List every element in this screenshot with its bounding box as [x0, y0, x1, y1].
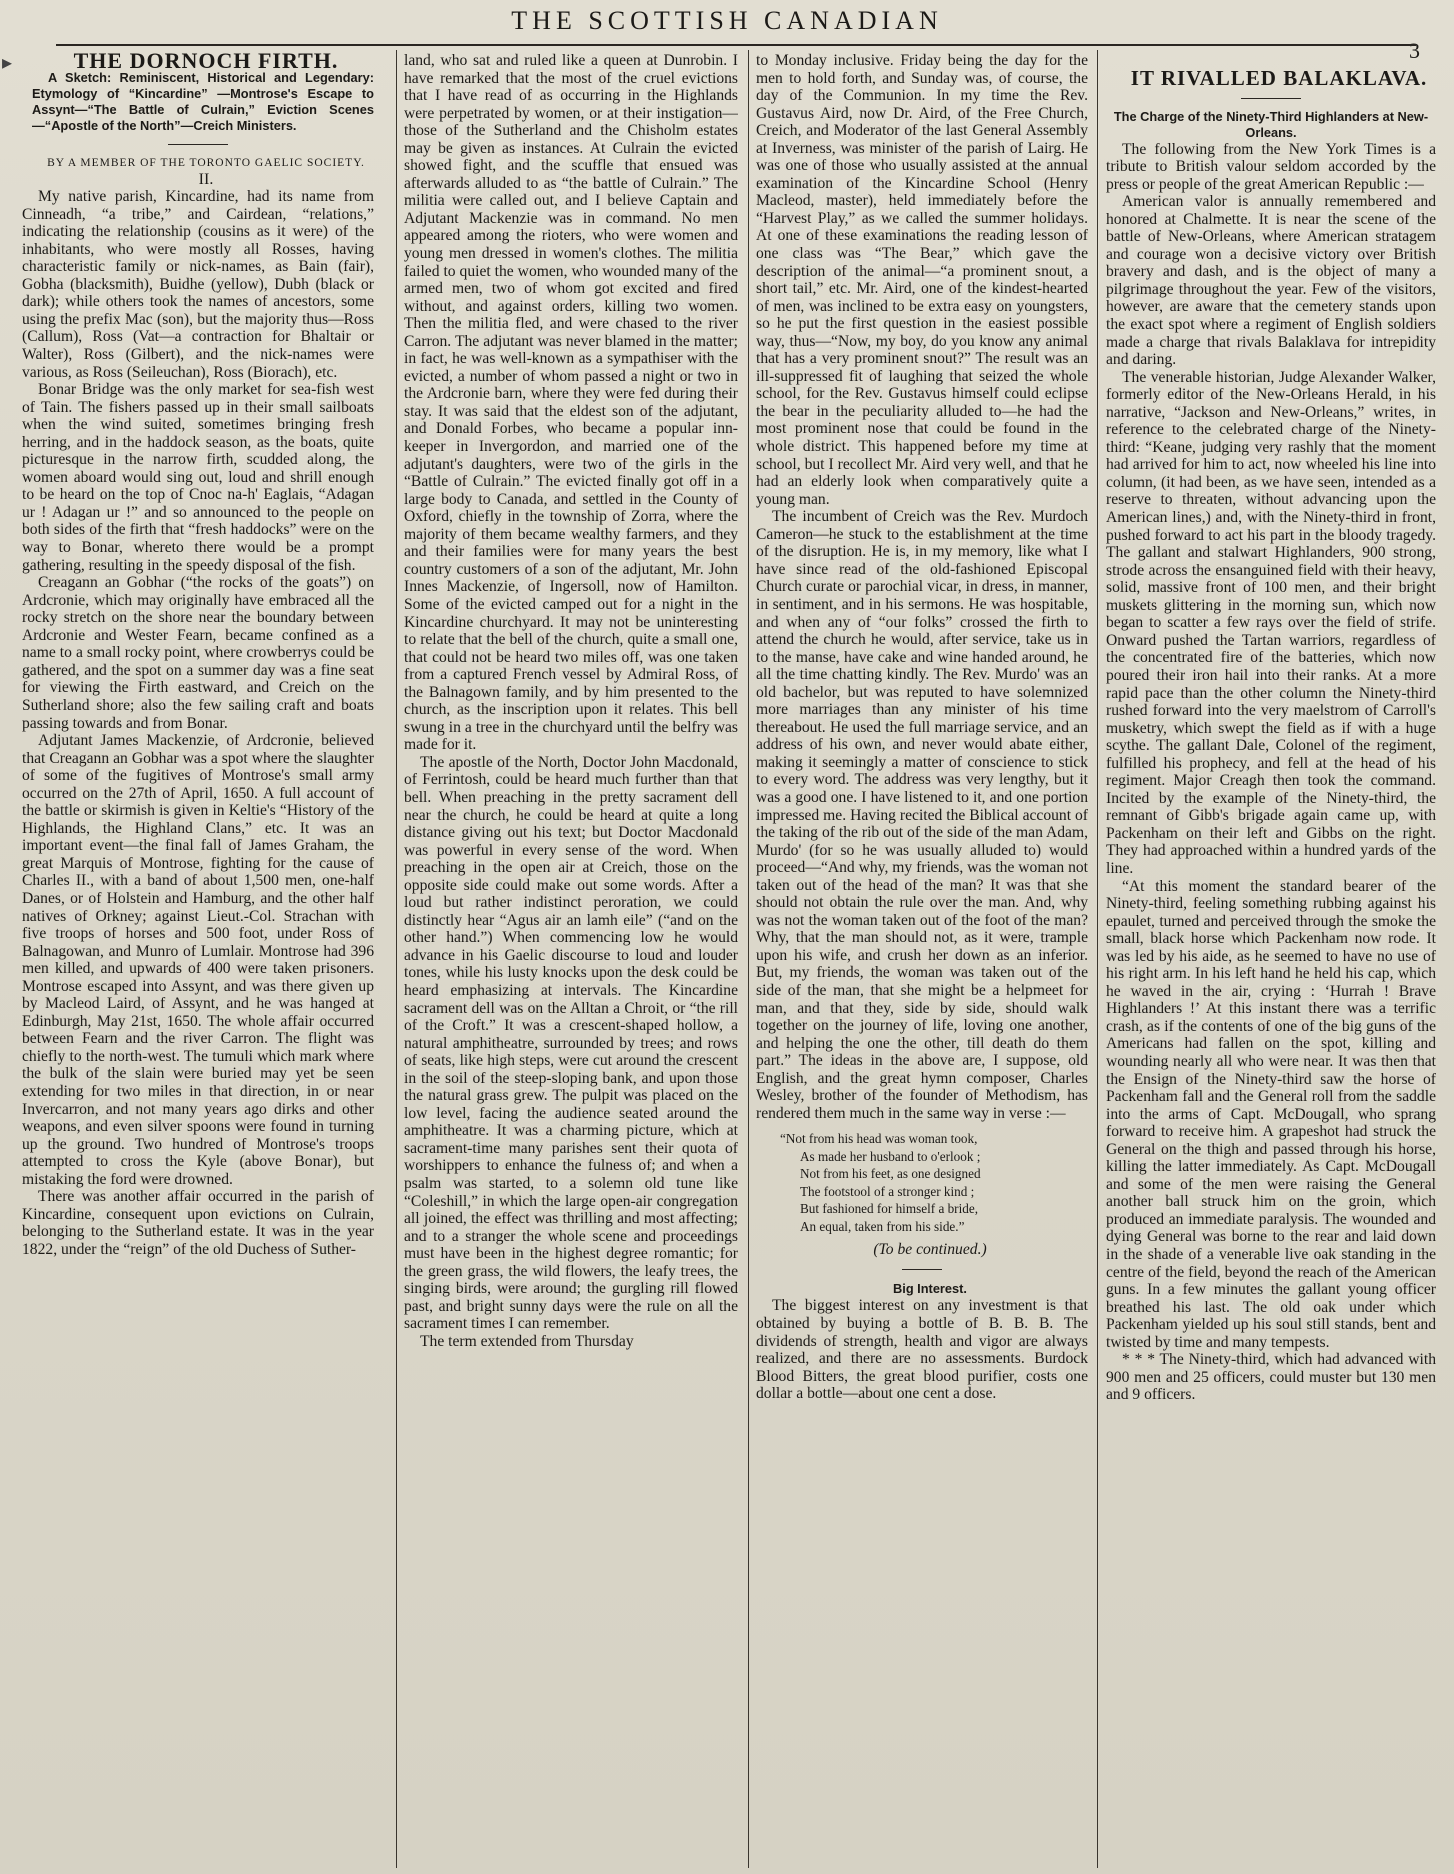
paragraph: The venerable historian, Judge Alexander Walker, formerly editor of the New-Orleans Herald, in his narrative, “Jackson and New-Orleans,” writes, in reference to the celebrated charge of the Ninety-third: “Keane, judging very rashly that the moment had arrived for him to act, now wheeled his line into column, (it had been, as we have seen, intended as a reserve to threaten, without advancing upon the American lines,) and, with the Ninety-third in front, pushed forward to act his part in the bloody tragedy. The gallant and stalwart Highlanders, 900 strong, strode across the ensanguined field with their heavy, solid, massive front of 100 men, and their bright muskets glittering in the morning sun, which now began to scatter a few rays over the field of strife. Onward pushed the Tartan warriors, regardless of the concentrated fire of the batteries, which now poured their iron hail into their ranks. At a more rapid pace than the other column the Ninety-third rushed forward into the very maelstrom of Carroll's musketry, which swept the field as if with a huge scythe. The gallant Dale, Colonel of the regiment, fulfilled his prophecy, and fell at the head of his regiment. Major Creagh then took the command. Incited by the example of the Ninety-third, the remnant of Gibb's brigade again came up, with Packenham on their left and Gibbs on the right. They had approached within a hundred yards of the line.	[1106, 368, 1436, 877]
paragraph: Creagann an Gobhar (“the rocks of the goats”) on Ardcronie, which may originally have embraced all the rocky stretch on the shore near the boundary between Ardcronie and Wester Fearn, became confined as a name to a small rocky point, where crowberrys could be gathered, and the spot on a summer day was a fine seat for viewing the Firth eastward, and Creich on the Sutherland shore; also the few sailing craft and boats passing towards and from Bonar.	[22, 574, 374, 732]
paragraph: The term extended from Thursday	[420, 1332, 634, 1350]
divider	[1241, 98, 1301, 99]
paragraph: to Monday inclusive. Friday being the day for the men to hold forth, and Sunday was, of course, the day of the Communion. In my time the Rev. Gustavus Aird, now Dr. Aird, of the Free Church, Creich, and Moderator of the last General Assembly at Inverness, was minister of the parish of Lairg. He was one of those who usually assisted at the annual examination of the Kincardine School (Henry Macleod, master), held immediately before the “Harvest Play,” as we called the summer holidays. At one of these examinations the reading lesson of one class was “The Bear,” which gave the description of the animal—“a prominent snout, a short tail,” etc. Mr. Aird, one of the kindest-hearted of men, was inclined to be extra easy on youngsters, so he put the first question in the easiest possible way, thus—“Now, my boy, do you know any animal that has a very prominent snout?” The result was an ill-suppressed fit of laughing that seized the whole school, for the Rev. Gustavus himself could eclipse the bear in the peculiarity alluded to—he had the most prominent nose that could be found in the whole district. This happened before my time at school, but I recollect Mr. Aird very well, and that he had an elderly look when comparatively quite a young man.	[756, 52, 1088, 508]
column-rule	[396, 50, 397, 1868]
page-number: 3	[1409, 38, 1420, 63]
divider	[168, 144, 228, 145]
article-headline: THE DORNOCH FIRTH.	[73, 52, 339, 73]
poem-line: But fashioned for himself a bride,	[800, 1201, 978, 1217]
paragraph: The apostle of the North, Doctor John Macdonald, of Ferrintosh, could be heard much further than that bell. When preaching in the pretty sacrament dell near the church, he could be heard at quite a long distance giving out his text; but Doctor Macdonald was powerful in every sense of the word. When preaching in the open air at Creich, those on the opposite side could make out some words. After a loud but rather indistinct peroration, we could distinctly hear “Agus air an lamh eile” (“and on the other hand.”) When commencing low he would advance in his Gaelic discourse to loud and louder tones, while his lusty knocks upon the desk could be heard emphasizing at intervals. The Kincardine sacrament dell was on the Alltan a Chroit, or “the rill of the Croft.” It was a crescent-shaped hollow, a natural amphitheatre, surrounded by trees; and rows of seats, like high steps, were cut around the crescent in the soil of the steep-sloping bank, and upon those the natural grass grew. The pulpit was placed on the low level, facing the audience seated around the amphitheatre. It was a charming picture, which at sacrament-time many parishes sent their quota of worshippers to enhance the fulness of; and when a psalm was started, to a solemn old tune like “Coleshill,” in which the large open-air congregation all joined, the effect was thrilling and most affecting; and to a stranger the whole scene and proceedings must have been in the highest degree romantic; for the green grass, the wild flowers, the leafy trees, the singing birds, were around; the gurgling rill flowed past, and bright sunny days were the rule on all the sacrament times I can remember.	[404, 753, 738, 1333]
paragraph: The biggest interest on any investment is that obtained by buying a bottle of B. B. B. The dividends of strength, health and vigor are always realized, and there are no assessments. Burdock Blood Bitters, the great blood purifier, costs one dollar a bottle—about one cent a dose.	[756, 1297, 1088, 1403]
continued-note: (To be continued.)	[873, 1241, 987, 1259]
masthead: THE SCOTTISH CANADIAN	[511, 6, 943, 35]
poem-line: The footstool of a stronger kind ;	[800, 1183, 975, 1199]
binding-mark-icon: ▸	[2, 50, 13, 74]
poem-line: As made her husband to o'erlook ;	[800, 1148, 981, 1164]
poem-line: An equal, taken from his side.”	[800, 1218, 965, 1234]
article-deck: The Charge of the Ninety-Third Highlanders at New-Orleans.	[1113, 108, 1429, 140]
article-headline: IT RIVALLED BALAKLAVA.	[1130, 66, 1428, 90]
paragraph: American valor is annually remembered and honored at Chalmette. It is near the scene of the battle of New-Orleans, where American stratagem and courage won a decisive victory over British bravery and dash, and is the object of many a pilgrimage throughout the year. Few of the visitors, however, are aware that the cemetery stands upon the exact spot where a regiment of English soldiers made a charge that rivals Balaklava for intrepidity and daring.	[1106, 193, 1436, 369]
paragraph: The following from the New York Times is a tribute to British valour seldom accorded by the press or people of the great American Republic :—	[1106, 140, 1436, 193]
masthead-rule	[56, 44, 1416, 46]
divider	[902, 1269, 942, 1270]
column-rule	[748, 50, 749, 1868]
column-1	[22, 52, 374, 1872]
poem-line: Not from his feet, as one designed	[800, 1166, 981, 1182]
paragraph: The incumbent of Creich was the Rev. Murdoch Cameron—he stuck to the establishment at the time of the disruption. He is, in my memory, like what I have since read of the old-fashioned Episcopal Church curate or parochial vicar, in dress, in manner, in sentiment, and in his sermons. He was hospitable, and when any of “our folks” crossed the firth to attend the church he would, after service, take us in to the manse, have cake and wine handed around, he all the time chatting kindly. The Rev. Murdo' was an old bachelor, but was reputed to have solemnized more marriages than any minister of his time thereabout. He used the full marriage service, and an address of his own, and never would abate either, making it seemingly a matter of conscience to stick to every word. The address was very lengthy, but it was a good one. I have listened to it, and one portion impressed me. Having recited the Biblical account of the taking of the rib out of the side of the man Adam, Murdo' (for so he was usually alluded to) would proceed—“And why, my friends, was the woman not taken out of the head of the man? It was that she should not obtain the rule over the man. And, why was not the woman taken out of the foot of the man? Why, that the man should not, as it were, trample upon his wife, and crush her down as an inferior. But, my friends, the woman was taken out of the side of the man, that she might be a helpmeet for man, and that they, side by side, should walk together on the journey of life, loving one another, and helping the one the other, till death do them part.” The ideas in the above are, I suppose, old English, and the great hymn composer, Charles Wesley, brother of the founder of Methodism, has rendered them much in the same way in verse :—	[756, 508, 1088, 1122]
paragraph: Adjutant James Mackenzie, of Ardcronie, believed that Creagann an Gobhar was a spot where the slaughter of some of the fugitives of Montrose's small army occurred on the 27th of April, 1650. A full account of the battle or skirmish is given in Keltie's “History of the Highlands, the Highland Clans,” etc. It was an important event—the final fall of James Graham, the great Marquis of Montrose, fighting for the cause of Charles II., with a band of about 1,500 men, one-half Danes, or of Holstein and Hamburg, and the other half natives of Orkney; against Lieut.-Col. Strachan with five troops of horses and 500 foot, under Ross of Balnagowan, and Munro of Lumlair. Montrose had 396 men killed, and upwards of 400 were taken prisoners. Montrose escaped into Assynt, and was there given up by Macleod Laird, of Assynt, and he was hanged at Edinburgh, May 21st, 1650. The whole affair occurred between Fearn and the river Carron. The flight was chiefly to the north-west. The tumuli which mark where the bulk of the slain were buried may yet be seen extending for two miles in that direction, in or near Invercarron, and not many years ago dirks and other weapons, and even silver spoons were found in turning up the ground. Two hundred of Montrose's troops attempted to cross the Kyle (above Bonar), but mistaking the ford were drowned.	[22, 732, 374, 1188]
column-4	[1106, 52, 1436, 1872]
paragraph: There was another affair occurred in the parish of Kincardine, consequent upon evictions on Culrain, belonging to the Sutherland estate. It was in the year 1822, under the “reign” of the old Duchess of Suther-	[22, 1188, 374, 1258]
part-number: II.	[198, 170, 214, 188]
paragraph: Bonar Bridge was the only market for sea-fish west of Tain. The fishers passed up in their small sailboats when the wind suited, sometimes bringing fresh herring, and in the haddock season, as the boats, quite picturesque in the narrow firth, scudded along, the women aboard would sing out, loud and shrill enough to be heard on the top of Cnoc na-h' Eaglais, “Adagan ur ! Adagan ur !” and so announced to the people on both sides of the firth that “fresh haddocks” were on the way to Bonar, whereto there would be a prompt gathering, resulting in the speedy disposal of the fish.	[22, 381, 374, 574]
paragraph: “At this moment the standard bearer of the Ninety-third, feeling something rubbing against his epaulet, turned and perceived through the smoke the small, black horse which Packenham now rode. It was led by his aide, as he seemed to have no use of his right arm. In his left hand he held his cap, which he waved in the air, crying : ‘Hurrah ! Brave Highlanders !’ At this instant there was a terrific crash, as if the contents of one of the big guns of the Americans had fallen on the spot, killing and wounding nearly all who were near. It was then that the Ensign of the Ninety-third saw the horse of Packenham fall and the General roll from the saddle into the arms of Capt. McDougall, who sprang forward to receive him. A grapeshot had struck the General on the thigh and passed through his horse, killing the latter immediately. As Capt. McDougall and some of the men were raising the General another ball struck him on the groin, which produced an immediate paralysis. The wounded and dying General was borne to the rear and laid down in the shade of a venerable live oak standing in the centre of the field, beyond the reach of the American guns. In a few minutes the gallant young officer breathed his last. The old oak under which Packenham yielded up his soul still stands, bent and twisted by time and many tempests.	[1106, 877, 1436, 1351]
byline: BY A MEMBER OF THE TORONTO GAELIC SOCIETY.	[47, 156, 365, 169]
column-2	[404, 52, 738, 1872]
paragraph: My native parish, Kincardine, had its name from Cinneadh, “a tribe,” and Cairdean, “relations,” indicating the relationship (cousins as it were) of the inhabitants, who were mostly all Rosses, having characteristic family or nick-names, as Bain (fair), Gobha (blacksmith), Buidhe (yellow), Dubh (black or dark); while others took the names of ancestors, some using the prefix Mac (son), but the majority thus—Ross (Callum), Ross (Vat—a contraction for Bhaltair or Walter), Ross (Gilbert), and the nick-names were various, as Ross (Seileuchan), Ross (Biorach), etc.	[22, 188, 374, 381]
ad-headline: Big Interest.	[893, 1280, 967, 1296]
paragraph: * * * The Ninety-third, which had advanced with 900 men and 25 officers, could muster but 130 men and 9 officers.	[1106, 1351, 1436, 1404]
column-rule	[1097, 50, 1098, 1868]
poem	[756, 1130, 1088, 1235]
poem-line: “Not from his head was woman took,	[780, 1131, 978, 1147]
column-3	[756, 52, 1088, 1872]
paragraph: land, who sat and ruled like a queen at Dunrobin. I have remarked that the most of the cruel evictions that I have read of as occurring in the Highlands were perpetrated by women, or at their instigation—those of the Sutherland and the Chisholm estates may be given as instances. At Culrain the evicted showed fight, and the scuffle that ensued was afterwards alluded to as “the battle of Culrain.” The militia were called out, and I believe Captain and Adjutant Mackenzie was in command. No men appeared among the rioters, who were women and young men dressed in women's clothes. The militia failed to quiet the women, who wounded many of the armed men, two of whom got excited and fired without, and against orders, killing two women. Then the militia fled, and were chased to the river Carron. The adjutant was never blamed in the matter; in fact, he was well-known as a sympathiser with the evicted, a number of whom passed a night or two in the Ardcronie barn, where they were fed during their stay. It was said that the eldest son of the adjutant, and Donald Forbes, who became a popular inn-keeper in Invergordon, and married one of the adjutant's daughters, were two of the girls in the “Battle of Culrain.” The evicted finally got off in a large body to Canada, and settled in the County of Oxford, chiefly in the township of Zorra, where the majority of them became wealthy farmers, and they and their families were for many years the best country customers of a son of the adjutant, Mr. John Innes Mackenzie, of Ingersoll, now of Hamilton. Some of the evicted camped out for a night in the Kincardine churchyard. It may not be uninteresting to relate that the bell of the church, quite a small one, that could not be heard two miles off, was one taken from a captured French vessel by Admiral Ross, of the Balnagown family, and by him presented to the church, as the inscription upon it relates. This bell swung in a tree in the churchyard until the belfry was made for it.	[404, 52, 738, 754]
article-deck: A Sketch: Reminiscent, Historical and Legendary: Etymology of “Kincardine” —Montrose's Escape to Assynt—“The Battle of Culrain,” Eviction Scenes—“Apostle of the North”—Creich Ministers.	[32, 69, 374, 133]
